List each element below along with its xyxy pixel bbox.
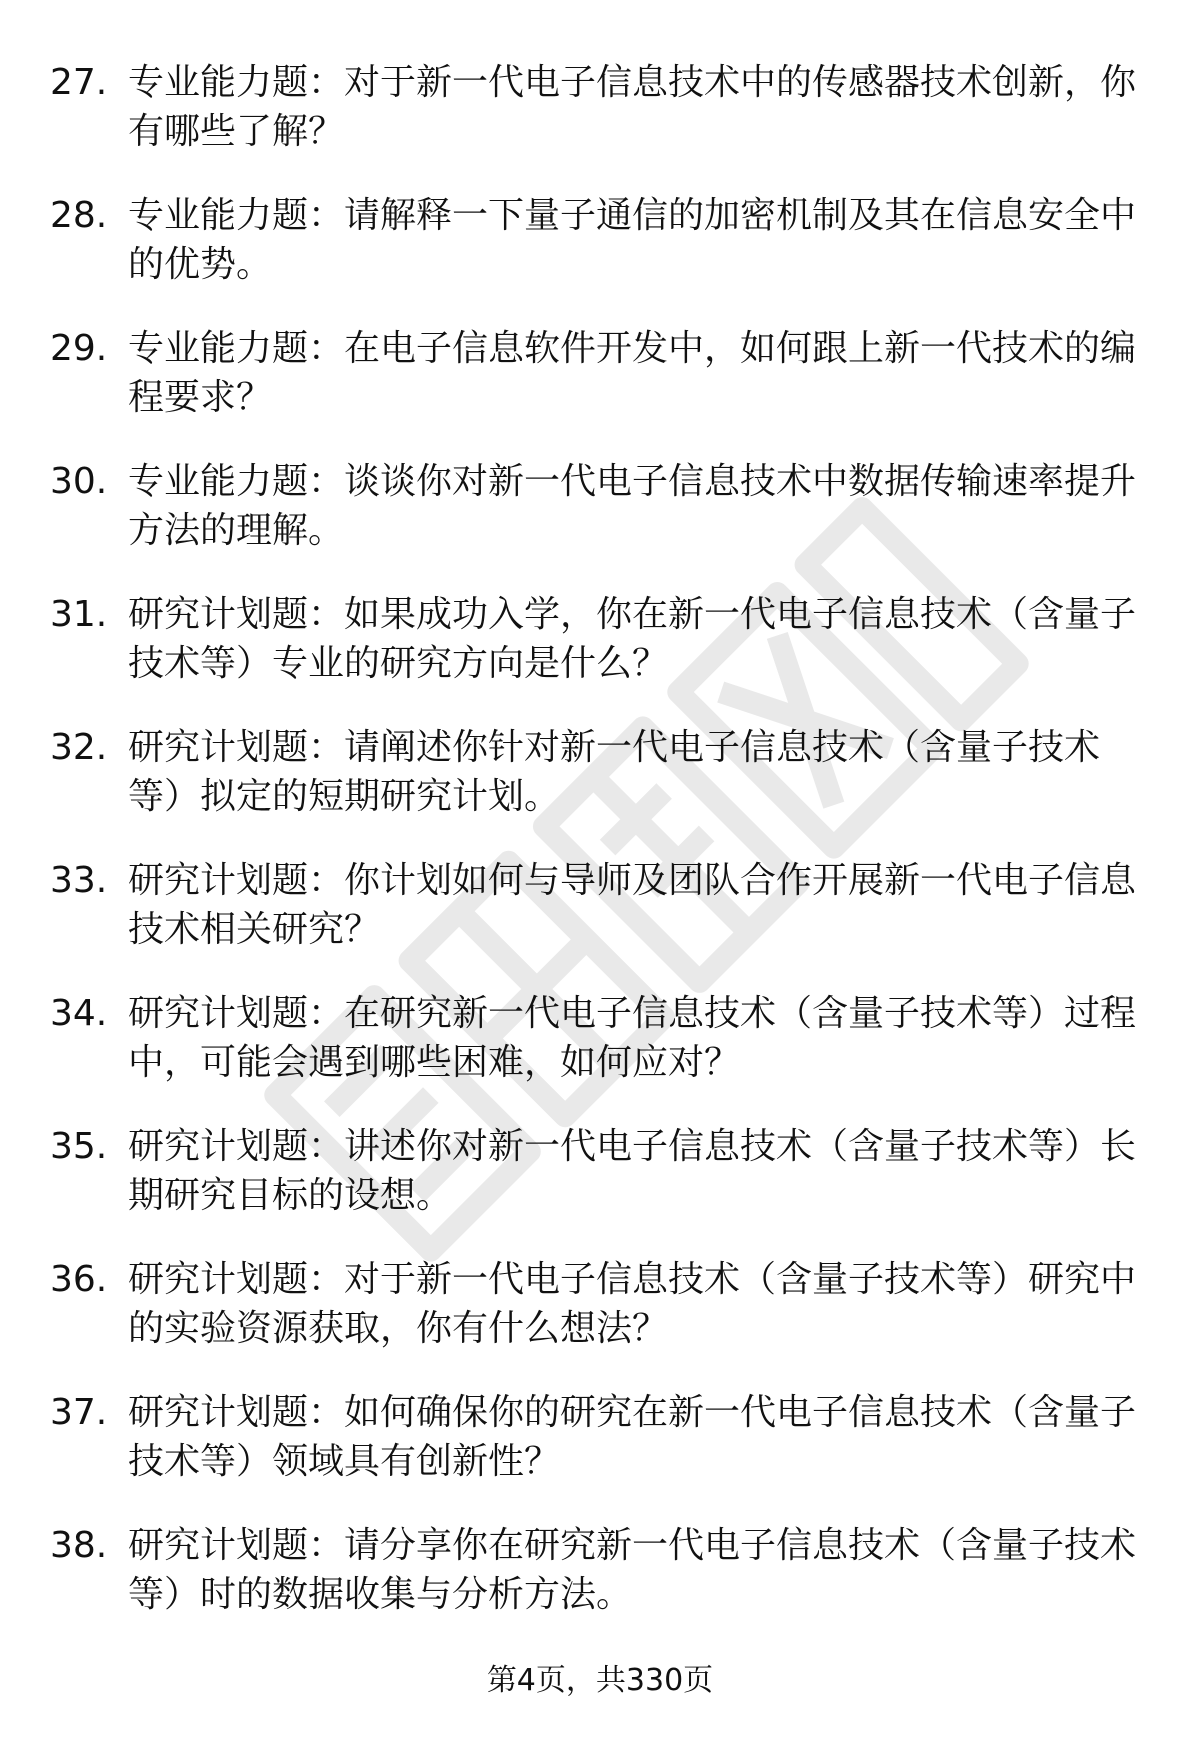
question-item (50, 989, 1140, 1122)
question-number: 36. (50, 1259, 108, 1300)
question-item (50, 1122, 1140, 1255)
question-number: 29. (50, 328, 108, 369)
question-number: 38. (50, 1525, 108, 1566)
question-number: 31. (50, 594, 108, 635)
question-number: 33. (50, 860, 108, 901)
question-item (50, 191, 1140, 324)
question-item (50, 1521, 1140, 1654)
question-number: 35. (50, 1126, 108, 1167)
question-item (50, 457, 1140, 590)
question-text: 专业能力题：在电子信息软件开发中，如何跟上新一代技术的编 程要求？ (128, 328, 1137, 418)
question-text: 研究计划题：你计划如何与导师及团队合作开展新一代电子信息 技术相关研究？ (128, 860, 1137, 950)
question-item (50, 1388, 1140, 1521)
question-number: 27. (50, 62, 108, 103)
question-text: 研究计划题：在研究新一代电子信息技术（含量子技术等）过程 中，可能会遇到哪些困难，如何应对？ (128, 993, 1137, 1083)
question-text: 研究计划题：讲述你对新一代电子信息技术（含量子技术等）长 期研究目标的设想。 (128, 1126, 1137, 1216)
question-item (50, 324, 1140, 457)
question-number: 32. (50, 727, 108, 768)
question-list (50, 58, 1140, 1654)
question-item (50, 1255, 1140, 1388)
question-item (50, 856, 1140, 989)
question-item (50, 723, 1140, 856)
question-text: 专业能力题：请解释一下量子通信的加密机制及其在信息安全中 的优势。 (128, 195, 1137, 285)
question-item (50, 590, 1140, 723)
question-number: 28. (50, 195, 108, 236)
question-number: 34. (50, 993, 108, 1034)
question-text: 专业能力题：对于新一代电子信息技术中的传感器技术创新，你 有哪些了解？ (128, 62, 1137, 152)
question-text: 研究计划题：请分享你在研究新一代电子信息技术（含量子技术 等）时的数据收集与分析方法。 (128, 1525, 1137, 1615)
question-number: 30. (50, 461, 108, 502)
question-item (50, 58, 1140, 191)
question-text: 研究计划题：对于新一代电子信息技术（含量子技术等）研究中 的实验资源获取，你有什么想法？ (128, 1259, 1137, 1349)
question-number: 37. (50, 1392, 108, 1433)
question-text: 研究计划题：请阐述你针对新一代电子信息技术（含量子技术 等）拟定的短期研究计划。 (128, 727, 1101, 817)
question-text: 研究计划题：如何确保你的研究在新一代电子信息技术（含量子 技术等）领域具有创新性？ (128, 1392, 1137, 1482)
page-footer: 第4页，共330页 (486, 1663, 714, 1698)
question-text: 研究计划题：如果成功入学，你在新一代电子信息技术（含量子 技术等）专业的研究方向是什么？ (128, 594, 1137, 684)
question-text: 专业能力题：谈谈你对新一代电子信息技术中数据传输速率提升 方法的理解。 (128, 461, 1137, 551)
